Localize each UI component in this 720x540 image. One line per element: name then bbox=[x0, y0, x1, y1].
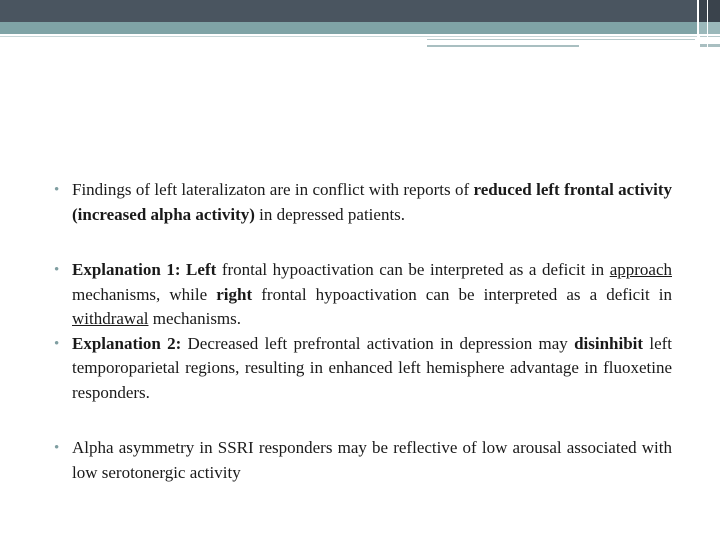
spacer bbox=[52, 227, 672, 258]
bullet-bold-text: right bbox=[216, 284, 253, 304]
header-divider bbox=[697, 0, 699, 48]
slide-body bbox=[52, 178, 672, 485]
bullet-text: Findings of left lateralizaton are in conflict with reports of bbox=[72, 180, 474, 199]
header-divider-thin bbox=[707, 0, 708, 48]
bullet-bold-text: reduced left frontal activity (increased alpha activity) bbox=[72, 180, 672, 224]
bullet-explanation-1 bbox=[52, 258, 672, 332]
bullet-text: in depressed patients. bbox=[254, 204, 406, 224]
header-bar-teal-corner bbox=[697, 22, 720, 34]
bullet-text: Alpha asymmetry in SSRI responders may be reflective of low arousal associated with low serotonergic activity bbox=[72, 438, 672, 482]
bullet-explanation-2 bbox=[52, 332, 672, 406]
bullet-underlined-text: approach bbox=[609, 260, 672, 279]
bullet-bold-text: disinhibit bbox=[574, 333, 644, 353]
header-bar-dark-corner bbox=[697, 0, 720, 22]
bullet-underlined-text: withdrawal bbox=[72, 309, 149, 328]
spacer bbox=[52, 405, 672, 436]
header-rule bbox=[0, 36, 697, 37]
bullet-text: frontal hypoactivation can be interpreted as a deficit in bbox=[216, 260, 610, 279]
header-rule-accent bbox=[427, 45, 579, 47]
bullet-text: Decreased left prefrontal activation in depression may bbox=[181, 333, 575, 353]
header-bar-dark bbox=[0, 0, 697, 22]
bullet-text: frontal hypoactivation can be interpreted as a deficit in bbox=[252, 284, 672, 304]
header-rule-right-accent bbox=[700, 44, 720, 47]
bullet-alpha-asymmetry bbox=[52, 436, 672, 485]
header-rule-short bbox=[427, 39, 695, 40]
header-rule-right bbox=[700, 36, 720, 37]
bullet-bold-text: Explanation 1: Left bbox=[72, 260, 217, 279]
bullet-bold-text: Explanation 2: bbox=[72, 333, 182, 353]
header-bar-teal bbox=[0, 22, 697, 34]
bullet-text: mechanisms, while bbox=[72, 284, 217, 304]
bullet-findings bbox=[52, 178, 672, 227]
bullet-text: mechanisms. bbox=[148, 309, 242, 328]
bullet-text: left temporoparietal regions, resulting in enhanced left hemisphere advantage in fluoxetine responders. bbox=[72, 333, 672, 402]
